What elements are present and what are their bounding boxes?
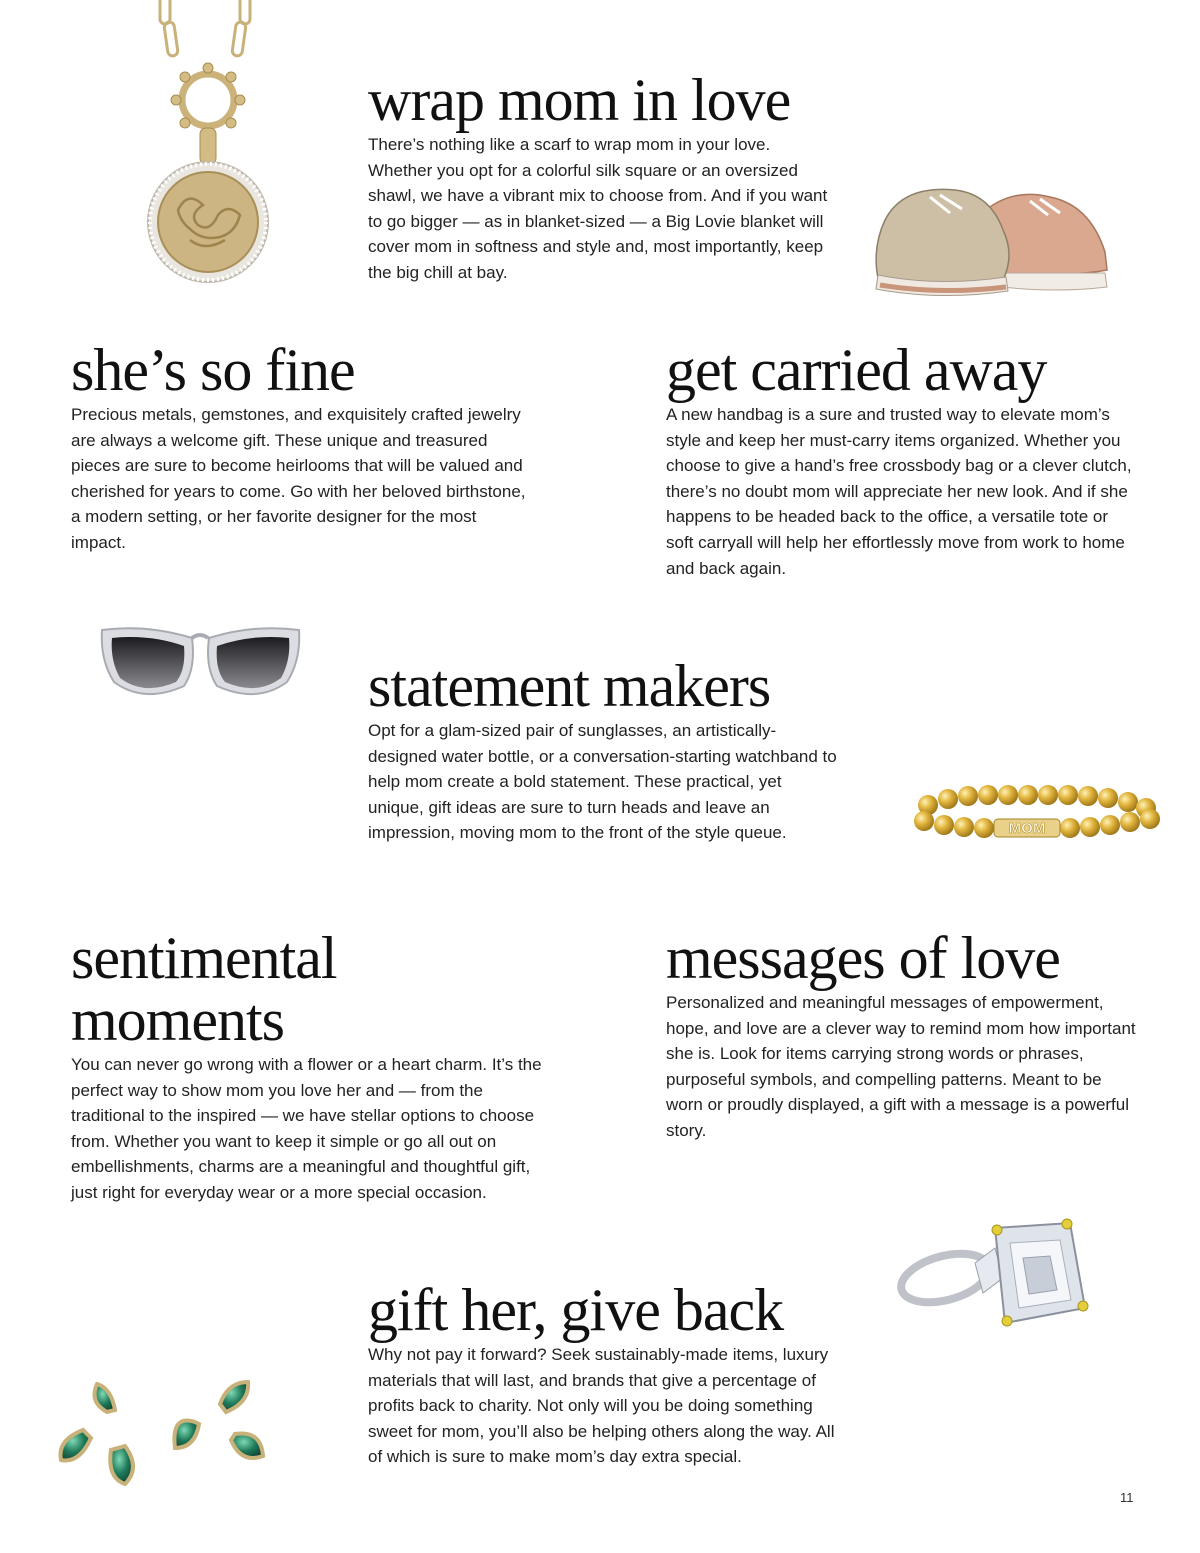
- heading-gift-her-give-back: gift her, give back: [368, 1277, 784, 1343]
- bracelet-engraving: MOM: [1008, 820, 1046, 837]
- heading-statement-makers: statement makers: [368, 653, 771, 719]
- heading-wrap-mom-in-love: wrap mom in love: [368, 67, 791, 133]
- body-wrap-mom-in-love: There’s nothing like a scarf to wrap mom in your love. Whether you opt for a colorful silk square or an oversized shawl, we have a vibrant mix to choose from. And if you want to go bigger — as in blanket-sized — a Big Lovie blanket will cover mom in softness and style and, most importantly, keep the big chill at bay.: [368, 135, 828, 282]
- section-wrap-mom-in-love: [368, 67, 838, 286]
- section-statement-makers: [368, 653, 838, 846]
- section-messages-of-love: [666, 925, 1141, 1144]
- section-get-carried-away: [666, 337, 1136, 581]
- necklace-pendant-image: [140, 0, 280, 290]
- body-statement-makers: Opt for a glam-sized pair of sunglasses, an artistically-designed water bottle, or a conversation-starting watchband to help mom create a bold statement. These practical, yet unique, gift ideas are sure to turn heads and leave an impression, moving mom to the front of the style queue.: [368, 721, 837, 843]
- emerald-earrings-image: [55, 1372, 285, 1492]
- body-sentimental-moments: You can never go wrong with a flower or a heart charm. It’s the perfect way to show mom you love her and — from the traditional to the inspired — we have stellar options to choose from. Whether you want to keep it simple or go all out on embellishments, charms are a meaningful and thoughtful gift, just right for everyday wear or a more special occasion.: [71, 1055, 542, 1202]
- section-sentimental-moments: [71, 925, 551, 1206]
- section-gift-her-give-back: [368, 1277, 838, 1470]
- emerald-cut-ring-image: [895, 1208, 1095, 1368]
- body-shes-so-fine: Precious metals, gemstones, and exquisitely crafted jewelry are always a welcome gift. These unique and treasured pieces are sure to become heirlooms that will be valued and cherished for years to come. Go with her beloved birthstone, a modern setting, or her favorite designer for the most impact.: [71, 405, 526, 552]
- heading-sentimental-line2: moments: [71, 987, 284, 1053]
- body-get-carried-away: A new handbag is a sure and trusted way to elevate mom’s style and keep her must-carry items organized. Whether you choose to give a hand’s free crossbody bag or a clever clutch, there’s no doubt mom will appreciate her new look. And if she happens to be headed back to the office, a versatile tote or soft carryall will help her effortlessly move from work to home and back again.: [666, 405, 1132, 578]
- heading-sentimental-line1: sentimental: [71, 925, 337, 991]
- sneakers-image: [870, 175, 1130, 300]
- heading-sentimental-moments: [71, 925, 551, 1053]
- heading-messages-of-love: messages of love: [666, 925, 1060, 991]
- body-messages-of-love: Personalized and meaningful messages of empowerment, hope, and love are a clever way to remind mom how important she is. Look for items carrying strong words or phrases, purposeful symbols, and compelling patterns. Meant to be worn or proudly displayed, a gift with a message is a powerful story.: [666, 993, 1136, 1140]
- body-gift-her-give-back: Why not pay it forward? Seek sustainably-made items, luxury materials that will last, and brands that give a percentage of profits back to charity. Not only will you be doing something sweet for mom, you’ll also be helping others along the way. All of which is sure to make mom’s day extra special.: [368, 1345, 835, 1467]
- mom-bracelet-image: [910, 785, 1165, 840]
- sunglasses-image: [98, 622, 303, 700]
- section-shes-so-fine: [71, 337, 531, 556]
- page-number: 11: [1120, 1490, 1134, 1505]
- heading-get-carried-away: get carried away: [666, 337, 1047, 403]
- heading-shes-so-fine: she’s so fine: [71, 337, 355, 403]
